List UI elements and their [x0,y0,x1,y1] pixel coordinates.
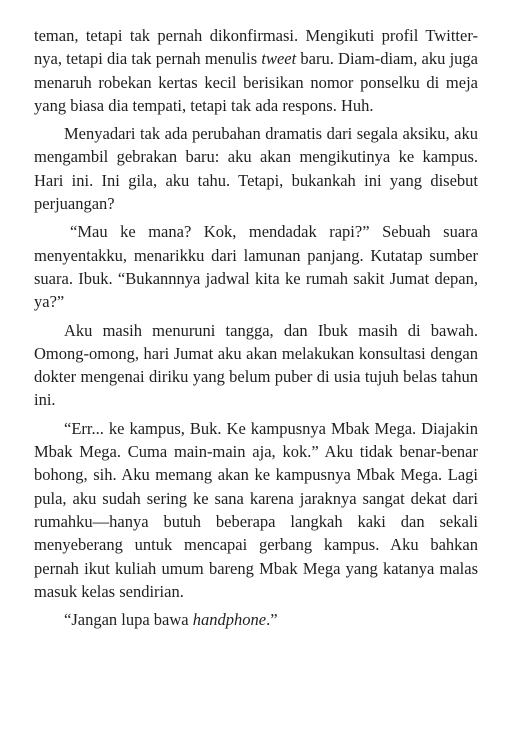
italic-word: tweet [261,49,297,69]
paragraph-2 [34,122,478,215]
paragraph-3 [34,220,478,313]
book-page [34,24,478,636]
text-segment: Aku masih menuruni tangga, dan Ibuk masih di bawah. Omong-omong, hari Jumat aku akan melakukan konsultasi dengan dokter mengenai diriku yang belum puber di usia tujuh belas tahun ini. [34,320,478,410]
text-segment: “Jangan lupa bawa [64,610,193,630]
paragraph-1 [34,24,478,117]
text-segment: Menyadari tak ada perubahan dramatis dari segala aksiku, aku mengambil gebrakan baru: aku akan mengikutinya ke kampus. Hari ini. Ini gila, aku tahu. Tetapi, bukankah ini yang disebut perjuangan? [34,124,478,214]
paragraph-4 [34,319,478,412]
text-segment: “Mau ke mana? Kok, mendadak rapi?” Sebuah suara menyentakku, menarikku dari lamunan panjang. Kutatap sumber suara. Ibuk. “Bukannnya jadwal kita ke rumah sakit Jumat depan, ya?” [34,222,478,312]
text-segment: .” [266,610,278,630]
italic-word: handphone [192,610,267,630]
text-segment: teman, tetapi tak pernah dikonfirmasi. Mengikuti profil Twitter-nya, tetapi dia tak pernah menulis [34,26,478,69]
text-segment: baru. Diam-diam, aku juga menaruh robekan kertas kecil berisikan nomor ponselku di meja yang biasa dia tempati, tetapi tak ada respons. Huh. [34,49,478,115]
paragraph-5 [34,417,478,603]
text-segment: “Err... ke kampus, Buk. Ke kampusnya Mbak Mega. Diajakin Mbak Mega. Cuma main-main aja, kok.” Aku tidak benar-benar bohong, sih. Aku memang akan ke kampusnya Mbak Mega. Lagi pula, aku sudah sering ke sana karena jaraknya sangat dekat dari rumahku—hanya butuh beberapa langkah kaki dan sekali menyeberang untuk mencapai gerbang kampus. Aku bahkan pernah ikut kuliah umum bareng Mbak Mega yang katanya malas masuk kelas sendirian. [34,418,478,601]
paragraph-6 [34,608,478,631]
